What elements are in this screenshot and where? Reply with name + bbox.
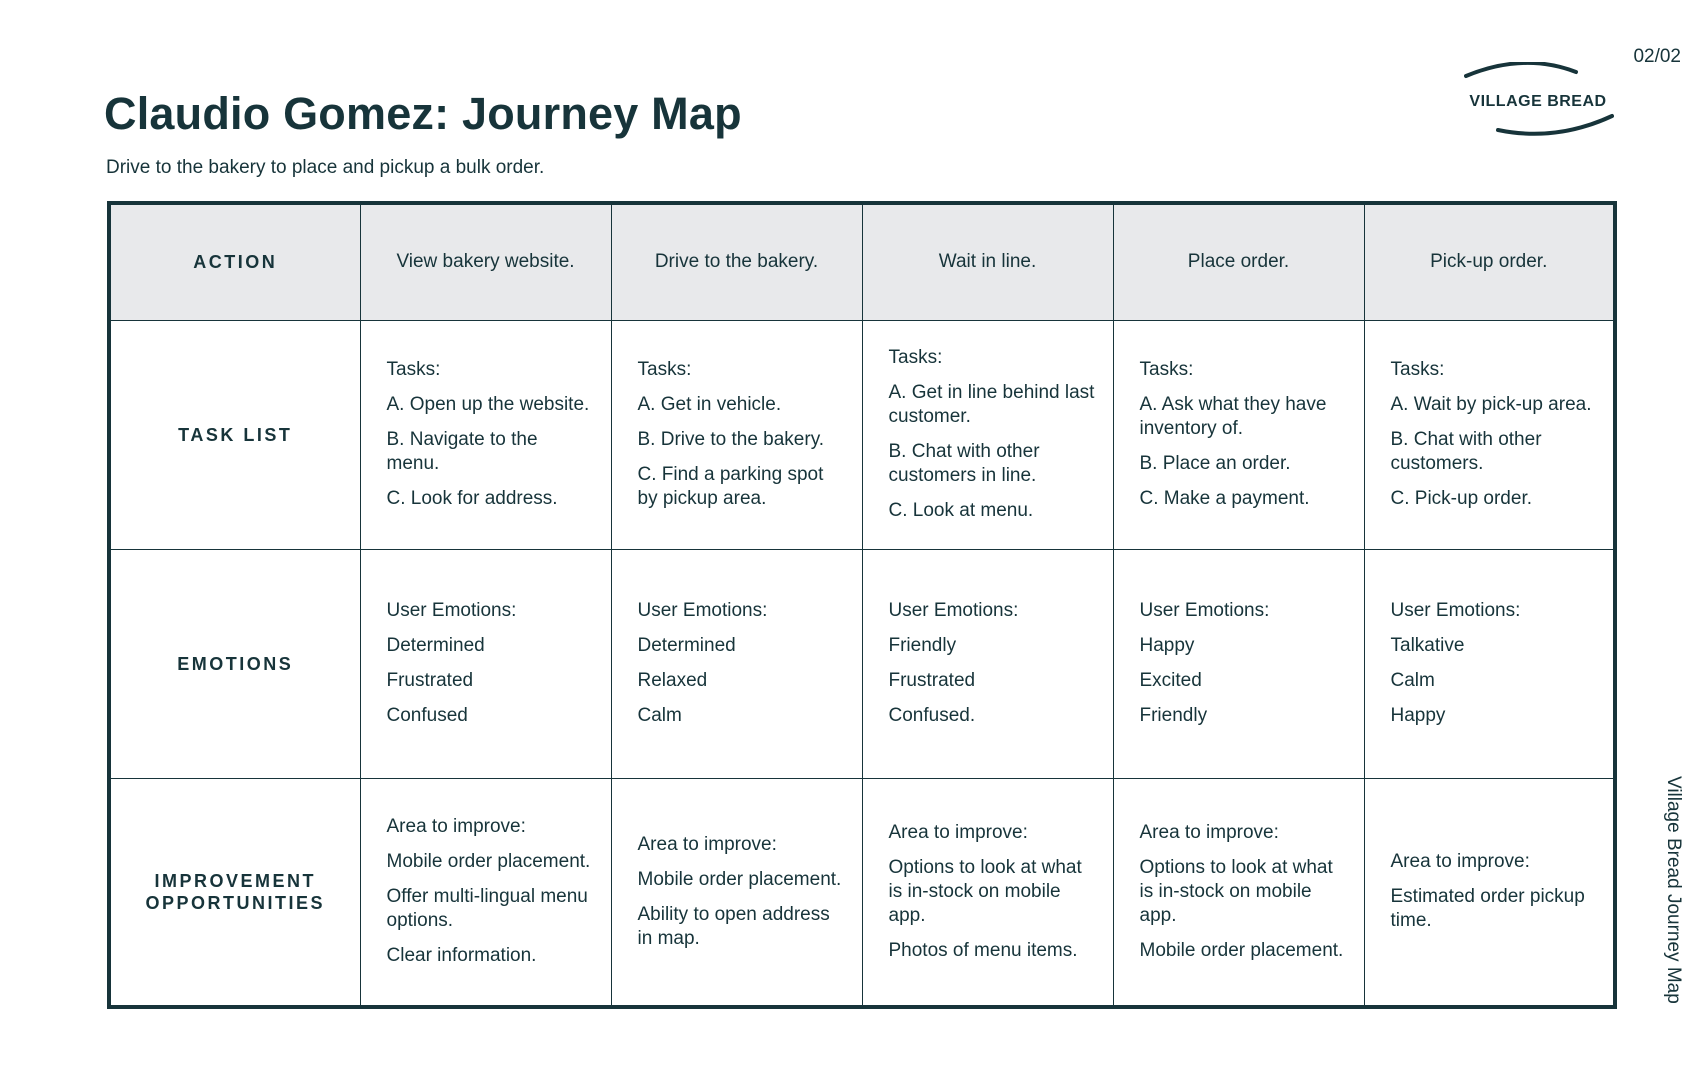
emotions-row-label: EMOTIONS — [109, 549, 360, 778]
cell-item: Friendly — [888, 635, 957, 656]
cell-item: Friendly — [1139, 705, 1208, 726]
improvement-cell — [1364, 778, 1615, 1007]
journey-map-table — [107, 201, 1617, 1009]
task-list-cell — [1113, 320, 1364, 549]
cell-item: Calm — [1390, 670, 1435, 691]
improvement-cell — [862, 778, 1113, 1007]
cell-heading: User Emotions: — [888, 600, 1019, 621]
cell-item: Ability to open address in map. — [637, 903, 830, 949]
cell-item: Talkative — [1390, 635, 1465, 656]
cell-item: Clear information. — [386, 945, 537, 967]
cell-heading: Area to improve: — [386, 816, 526, 838]
improvement-cell — [1113, 778, 1364, 1007]
task-list-cell — [360, 320, 611, 549]
action-step-wait-in-line: Wait in line. — [862, 203, 1113, 320]
cell-item: A. Get in vehicle. — [637, 394, 782, 415]
cell-item: C. Make a payment. — [1139, 488, 1310, 509]
cell-item: Estimated order pickup time. — [1390, 886, 1585, 932]
cell-item: B. Chat with other customers. — [1390, 429, 1542, 474]
action-header-row — [109, 203, 1615, 320]
cell-item: Mobile order placement. — [386, 851, 591, 873]
cell-item: Frustrated — [386, 670, 474, 691]
cell-item: Offer multi-lingual menu options. — [386, 886, 588, 932]
cell-heading: Area to improve: — [1139, 821, 1279, 843]
action-row-label: ACTION — [109, 203, 360, 320]
emotions-row — [109, 549, 1615, 778]
side-label: Village Bread Journey Map — [1663, 776, 1684, 1004]
cell-item: Options to look at what is in-stock on mobile app. — [1139, 856, 1333, 926]
cell-item: A. Open up the website. — [386, 394, 590, 415]
cell-heading: User Emotions: — [1139, 600, 1270, 621]
task-list-row-label: TASK LIST — [109, 320, 360, 549]
emotions-cell — [862, 549, 1113, 778]
cell-item: Happy — [1390, 705, 1446, 726]
cell-item: A. Ask what they have inventory of. — [1139, 394, 1327, 439]
cell-item: B. Chat with other customers in line. — [888, 441, 1040, 486]
cell-item: Mobile order placement. — [1139, 939, 1344, 961]
cell-item: A. Get in line behind last customer. — [888, 382, 1095, 427]
cell-item: B. Navigate to the menu. — [386, 429, 538, 474]
cell-heading: User Emotions: — [637, 600, 768, 621]
emotions-cell — [611, 549, 862, 778]
cell-item: C. Pick-up order. — [1390, 488, 1532, 509]
cell-heading: Tasks: — [1390, 359, 1445, 380]
logo-text: VILLAGE BREAD — [1469, 93, 1607, 110]
cell-item: C. Look at menu. — [888, 500, 1034, 521]
cell-item: A. Wait by pick-up area. — [1390, 394, 1592, 415]
emotions-cell — [1364, 549, 1615, 778]
action-step-pickup-order: Pick-up order. — [1364, 203, 1615, 320]
cell-item: Mobile order placement. — [637, 868, 842, 890]
cell-item: Frustrated — [888, 670, 976, 691]
cell-item: B. Place an order. — [1139, 453, 1291, 474]
cell-heading: Area to improve: — [888, 821, 1028, 843]
cell-item: Confused. — [888, 705, 976, 726]
cell-item: Calm — [637, 705, 682, 726]
emotions-cell — [1113, 549, 1364, 778]
cell-heading: Tasks: — [888, 347, 943, 368]
action-step-drive-to-bakery: Drive to the bakery. — [611, 203, 862, 320]
cell-item: B. Drive to the bakery. — [637, 429, 825, 450]
cell-item: C. Look for address. — [386, 488, 558, 509]
cell-item: Excited — [1139, 670, 1202, 691]
task-list-cell — [611, 320, 862, 549]
page-number: 02/02 — [1633, 46, 1681, 67]
task-list-row — [109, 320, 1615, 549]
cell-item: Confused — [386, 705, 468, 726]
action-step-view-website: View bakery website. — [360, 203, 611, 320]
cell-item: Options to look at what is in-stock on mobile app. — [888, 856, 1082, 926]
cell-heading: Tasks: — [637, 359, 692, 380]
cell-item: C. Find a parking spot by pickup area. — [637, 464, 824, 509]
action-step-place-order: Place order. — [1113, 203, 1364, 320]
cell-heading: Tasks: — [386, 359, 441, 380]
cell-heading: User Emotions: — [1390, 600, 1521, 621]
task-list-cell — [862, 320, 1113, 549]
improvement-cell — [611, 778, 862, 1007]
cell-heading: User Emotions: — [386, 600, 517, 621]
cell-heading: Tasks: — [1139, 359, 1194, 380]
cell-heading: Area to improve: — [637, 833, 777, 855]
cell-heading: Area to improve: — [1390, 851, 1530, 873]
improvement-cell — [360, 778, 611, 1007]
cell-item: Relaxed — [637, 670, 708, 691]
page-title: Claudio Gomez: Journey Map — [104, 88, 742, 139]
task-list-cell — [1364, 320, 1615, 549]
cell-item: Photos of menu items. — [888, 939, 1078, 961]
village-bread-logo — [1464, 62, 1614, 138]
cell-item: Determined — [386, 635, 485, 656]
emotions-cell — [360, 549, 611, 778]
page-subtitle: Drive to the bakery to place and pickup a bulk order. — [106, 157, 545, 178]
cell-item: Happy — [1139, 635, 1195, 656]
cell-item: Determined — [637, 635, 736, 656]
logo-graphic — [1464, 62, 1614, 138]
improvement-row-label: IMPROVEMENT OPPORTUNITIES — [109, 778, 360, 1007]
improvement-row — [109, 778, 1615, 1007]
